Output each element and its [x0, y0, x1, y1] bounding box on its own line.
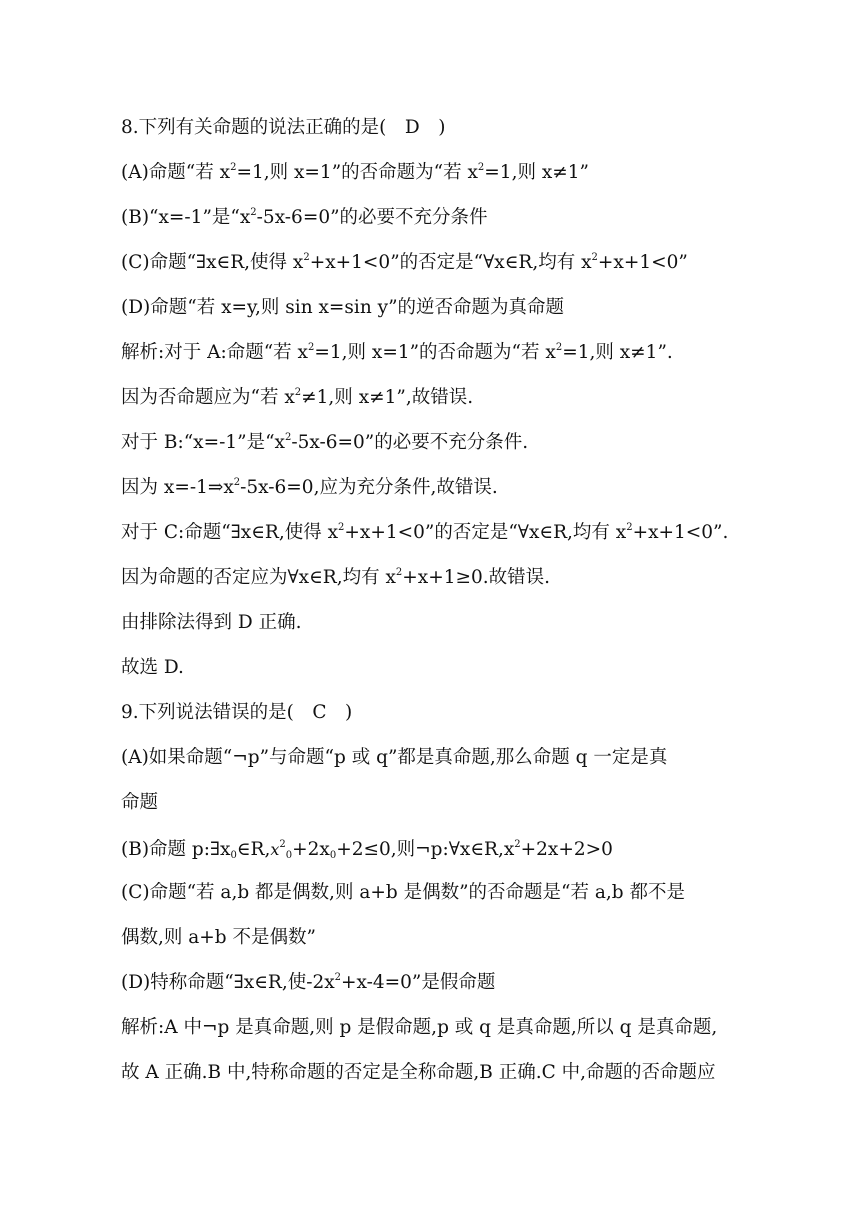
q8-option-c: (C)命题“∃x∈R,使得 $x^2+x+1<0$”的否定是“∀x∈R,均有 $x^2+x+1<0$” — [121, 252, 688, 273]
q8-analysis-line: 因为 $x=-1\Rightarrow x^2-5x-6=0$,应为充分条件,故错误. — [121, 477, 498, 498]
q9-option-c: (C)命题“若 a,b 都是偶数,则 a+b 是偶数”的否命题是“若 a,b 都不是 — [121, 882, 686, 903]
q8-analysis-line: 因为命题的否定应为∀x∈R,均有 $x^2+x+1\ge 0$.故错误. — [121, 567, 551, 588]
q9-stem: 9.下列说法错误的是( C ) — [121, 702, 353, 723]
q8-stem: 8.下列有关命题的说法正确的是( D ) — [121, 117, 446, 138]
q8-analysis-line: 因为否命题应为“若 $x^2\ne 1$,则 x≠1”,故错误. — [121, 387, 474, 408]
q9-option-d: (D)特称命题“∃x∈R,使$-2x^2+x-4=0$”是假命题 — [121, 972, 496, 993]
q8-analysis-line: 解析:对于 A:命题“若 $x^2=1$,则 x=1”的否命题为“若 $x^2=1$,则 x≠1”. — [121, 342, 673, 363]
q8-conclusion: 由排除法得到 D 正确. — [121, 612, 302, 633]
q9-analysis-line: 解析:A 中¬p 是真命题,则 p 是假命题,p 或 q 是真命题,所以 q 是真命题, — [121, 1017, 718, 1038]
q9-option-c-continued: 偶数,则 a+b 不是偶数” — [121, 927, 316, 948]
q8-analysis-line: 对于 B:“x=-1”是“$x^2-5x-6=0$”的必要不充分条件. — [121, 432, 529, 453]
q8-option-b: (B)“x=-1”是“$x^2-5x-6=0$”的必要不充分条件 — [121, 207, 488, 228]
q9-option-b: (B)命题 $p:\exists x_0\in R,x^2_0+2x_0+2\le 0$,则$\neg p:\forall x\in R,x^2+2x+2>0$ — [121, 839, 613, 861]
q9-analysis-line: 故 A 正确.B 中,特称命题的否定是全称命题,B 正确.C 中,命题的否命题应 — [121, 1062, 716, 1083]
q8-option-d: (D)命题“若 x=y,则 sin x=sin y”的逆否命题为真命题 — [121, 297, 565, 318]
q8-answer: 故选 D. — [121, 657, 184, 678]
q9-option-a-continued: 命题 — [121, 792, 159, 813]
q8-option-a: (A)命题“若 $x^2=1$,则 x=1”的否命题为“若 $x^2=1$,则 x≠1” — [121, 162, 589, 183]
q9-option-a: (A)如果命题“¬p”与命题“p 或 q”都是真命题,那么命题 q 一定是真 — [121, 747, 668, 768]
q8-analysis-line: 对于 C:命题“∃x∈R,使得 $x^2+x+1<0$”的否定是“∀x∈R,均有 $x^2+x+1<0$”. — [121, 522, 729, 543]
